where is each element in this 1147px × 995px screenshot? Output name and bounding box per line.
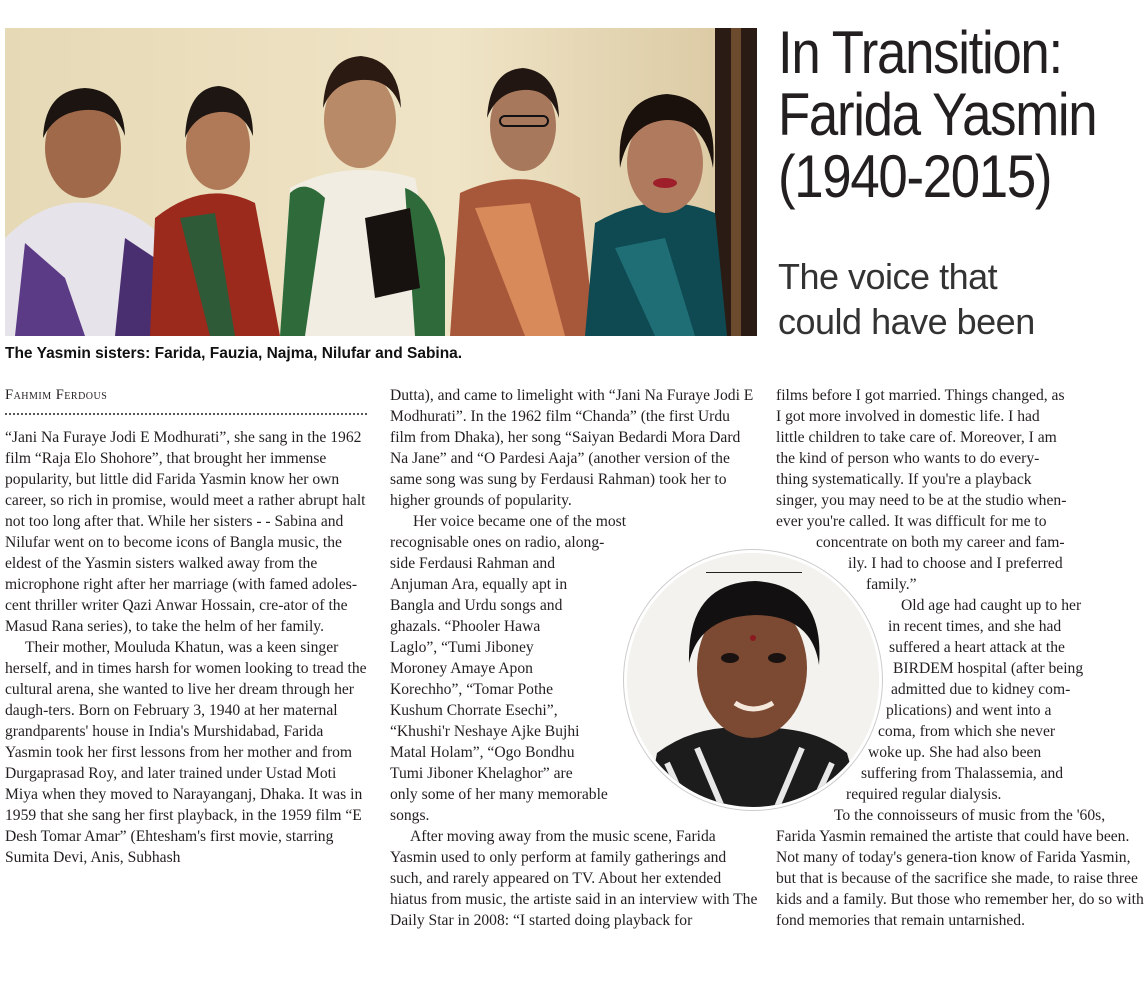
text-line: films before I got married. Things changed, as — [776, 387, 1065, 404]
article-paragraph: After moving away from the music scene, Farida Yasmin used to only perform at family gatherings and such, and rarely appeared on TV. About her extended hiatus from music, the artiste said in an interview with The Daily Star in 2008: “I started doing playback for — [390, 828, 758, 929]
headline-line-3: (1940-2015) — [778, 143, 1052, 210]
article-paragraph: Dutta), and came to limelight with “Jani Na Furaye Jodi E Modhurati”. In the 1962 film “Chanda” (the first Urdu film from Dhaka), her song “Saiyan Bedardi Mora Dard Na Jane” and “O Pardesi Aaja” (another version of the same song was sung by Ferdausi Rahman) took her to higher grounds of popularity. — [390, 387, 754, 509]
text-line: “Khushi'r Neshaye Ajke Bujhi — [390, 723, 580, 740]
text-line: Laglo”, “Tumi Jiboney — [390, 639, 534, 656]
group-photo — [5, 28, 757, 336]
text-line: only some of her many memorable — [390, 786, 608, 803]
byline: Fahmim Ferdous — [5, 387, 108, 403]
text-line: songs. — [390, 807, 430, 824]
text-line: ily. I had to choose and I preferred — [848, 555, 1063, 572]
text-line: little children to take care of. Moreover, I am — [776, 429, 1057, 446]
text-line: ever you're called. It was difficult for me to — [776, 513, 1047, 530]
article-column-1 — [5, 427, 369, 868]
text-line: BIRDEM hospital (after being — [893, 660, 1084, 677]
article-paragraph: Their mother, Mouluda Khatun, was a keen singer herself, and in times harsh for women looking to tread the cultural arena, she wanted to live her dream through her daugh-ters. Born on February 3, 1940 at her maternal grandparents' house in India's Murshidabad, Farida Yasmin took her first lessons from her mother and from Durgaprasad Roy, and later trained under Ustad Moti Miya when they moved to Narayanganj, Dhaka. It was in 1959 that she sang her first playback, in the 1959 film “E Desh Tomar Amar” (Ehtesham's first movie, starring Sumita Devi, Anis, Subhash — [5, 639, 367, 866]
subheadline — [778, 254, 1143, 344]
text-line: coma, from which she never — [878, 723, 1056, 740]
text-line: Moroney Amaye Apon — [390, 660, 533, 677]
text-line: suffering from Thalassemia, and — [861, 765, 1064, 782]
text-line: Kushum Chorrate Esechi”, — [390, 702, 558, 719]
text-line: Korechho”, “Tomar Pothe — [390, 681, 554, 698]
text-line: ghazals. “Phooler Hawa — [390, 618, 541, 635]
text-line: woke up. She had also been — [868, 744, 1042, 761]
headline-line-2: Farida Yasmin — [778, 81, 1097, 148]
text-line: required regular dialysis. — [846, 786, 1002, 803]
text-line: Matal Holam”, “Ogo Bondhu — [390, 744, 575, 761]
photo-caption: The Yasmin sisters: Farida, Fauzia, Najma, Nilufar and Sabina. — [5, 345, 463, 362]
text-line: I got more involved in domestic life. I had — [776, 408, 1040, 425]
headline-line-1: In Transition: — [778, 19, 1062, 86]
text-line: recognisable ones on radio, along- — [390, 534, 605, 551]
text-line: admitted due to kidney com- — [891, 681, 1071, 698]
portrait-inset — [627, 553, 879, 807]
text-line: family.” — [866, 576, 917, 593]
text-line: thing systematically. If you're a playback — [776, 471, 1032, 488]
text-line: side Ferdausi Rahman and — [390, 555, 555, 572]
article-paragraph: “Jani Na Furaye Jodi E Modhurati”, she sang in the 1962 film “Raja Elo Shohore”, that brought her immense popularity, but little did Farida Yasmin know her own career, so rich in promise, would meet a rather abrupt halt not too long after that. While her sisters - - Sabina and Nilufar went on to become icons of Bangla music, the eldest of the Yasmin sisters walked away from the microphone right after her marriage (with famed adoles-cent thriller writer Qazi Anwar Hossain, cre-ator of the Masud Rana series), to take the helm of her family. — [5, 429, 366, 635]
text-line: Bangla and Urdu songs and — [390, 597, 563, 614]
text-line: singer, you may need to be at the studio when- — [776, 492, 1067, 509]
subheadline-line-1: The voice that — [778, 256, 998, 297]
text-line: suffered a heart attack at the — [889, 639, 1065, 656]
text-line: Tumi Jiboner Khelaghor” are — [390, 765, 573, 782]
text-line: Old age had caught up to her — [901, 597, 1082, 614]
text-line: in recent times, and she had — [888, 618, 1062, 635]
text-line: Anjuman Ara, equally apt in — [390, 576, 568, 593]
text-line: the kind of person who wants to do every- — [776, 450, 1040, 467]
article-paragraph: To the connoisseurs of music from the '60s, Farida Yasmin remained the artiste that could have been. Not many of today's genera-tion know of Farida Yasmin, but that is because of the sacrifice she made, to raise three kids and a family. But those who remember her, do so with fond memories that remain untarnished. — [776, 807, 1144, 929]
subheadline-line-2: could have been — [778, 301, 1035, 342]
inset-decorative-line — [706, 572, 802, 573]
headline — [778, 19, 1099, 210]
text-line: plications) and went into a — [886, 702, 1052, 719]
text-line: Her voice became one of the most — [413, 513, 627, 530]
text-line: concentrate on both my career and fam- — [816, 534, 1065, 551]
byline-divider — [5, 413, 367, 415]
